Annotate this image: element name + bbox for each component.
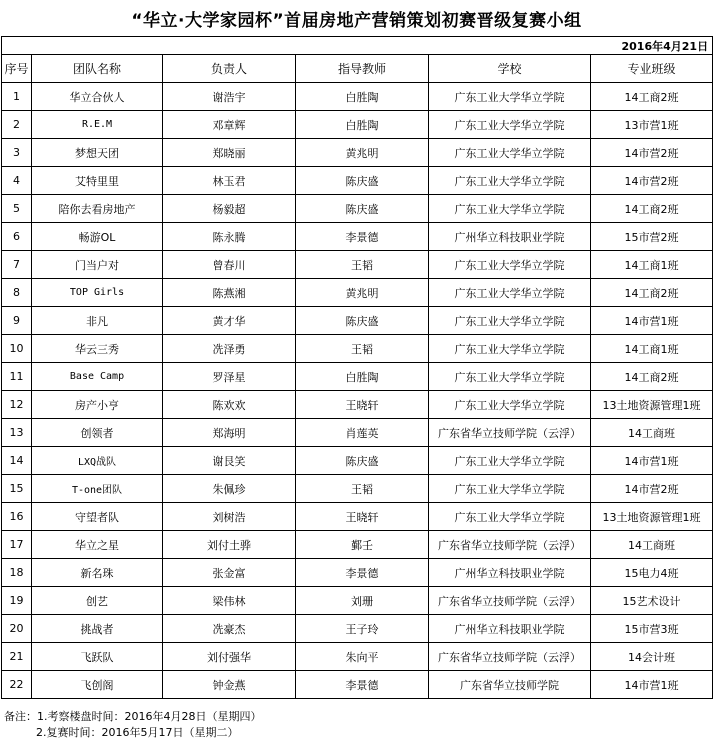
table-row [2, 587, 713, 615]
cell-team: 创艺 [32, 587, 163, 615]
table-row [2, 475, 713, 503]
cell-index: 4 [2, 167, 32, 195]
cell-class: 14工商2班 [591, 363, 713, 391]
cell-advisor: 刘珊 [296, 587, 429, 615]
cell-index: 13 [2, 419, 32, 447]
cell-leader: 刘树浩 [163, 503, 296, 531]
cell-team: 华立合伙人 [32, 83, 163, 111]
cell-advisor: 陈庆盛 [296, 447, 429, 475]
cell-team: 门当户对 [32, 251, 163, 279]
cell-school: 广东工业大学华立学院 [429, 83, 591, 111]
cell-team: 挑战者 [32, 615, 163, 643]
cell-team: 房产小亨 [32, 391, 163, 419]
table-row [2, 279, 713, 307]
table-row [2, 335, 713, 363]
table-row [2, 559, 713, 587]
cell-class: 14市营1班 [591, 307, 713, 335]
cell-index: 10 [2, 335, 32, 363]
cell-team: 梦想天团 [32, 139, 163, 167]
cell-leader: 张金富 [163, 559, 296, 587]
cell-school: 广东工业大学华立学院 [429, 279, 591, 307]
cell-team: 艾特里里 [32, 167, 163, 195]
cell-index: 16 [2, 503, 32, 531]
sheet-title: “华立·大学家园杯”首届房地产营销策划初赛晋级复赛小组 [131, 10, 582, 31]
cell-school: 广东工业大学华立学院 [429, 251, 591, 279]
cell-advisor: 鄞壬 [296, 531, 429, 559]
cell-class: 15市营3班 [591, 615, 713, 643]
cell-leader: 陈欢欢 [163, 391, 296, 419]
cell-advisor: 陈庆盛 [296, 195, 429, 223]
cell-leader: 林玉君 [163, 167, 296, 195]
cell-class: 14工商2班 [591, 195, 713, 223]
cell-leader: 曾春川 [163, 251, 296, 279]
header-team: 团队名称 [32, 55, 163, 83]
cell-school: 广东工业大学华立学院 [429, 307, 591, 335]
cell-team: TOP Girls [32, 279, 163, 307]
cell-class: 14会计班 [591, 643, 713, 671]
cell-index: 22 [2, 671, 32, 699]
cell-index: 9 [2, 307, 32, 335]
table-row [2, 83, 713, 111]
table-row [2, 139, 713, 167]
cell-class: 14工商2班 [591, 83, 713, 111]
cell-index: 17 [2, 531, 32, 559]
cell-advisor: 肖莲英 [296, 419, 429, 447]
cell-advisor: 李景德 [296, 223, 429, 251]
note-line-1: 备注：1.考察楼盘时间：2016年4月28日（星期四） [4, 710, 262, 723]
cell-school: 广东省华立技师学院（云浮） [429, 419, 591, 447]
cell-school: 广东工业大学华立学院 [429, 447, 591, 475]
cell-class: 14市营1班 [591, 447, 713, 475]
cell-team: LXQ战队 [32, 447, 163, 475]
table-row [2, 251, 713, 279]
cell-leader: 刘付土骅 [163, 531, 296, 559]
cell-index: 21 [2, 643, 32, 671]
table-row [2, 167, 713, 195]
cell-advisor: 朱向平 [296, 643, 429, 671]
cell-school: 广东工业大学华立学院 [429, 363, 591, 391]
sheet-date: 2016年4月21日 [2, 37, 713, 55]
cell-team: T-one团队 [32, 475, 163, 503]
cell-class: 14工商1班 [591, 251, 713, 279]
cell-advisor: 王韬 [296, 251, 429, 279]
cell-index: 1 [2, 83, 32, 111]
cell-team: 创领者 [32, 419, 163, 447]
cell-index: 7 [2, 251, 32, 279]
table-row [2, 391, 713, 419]
table-row [2, 223, 713, 251]
cell-team: 守望者队 [32, 503, 163, 531]
cell-leader: 陈永腾 [163, 223, 296, 251]
cell-index: 20 [2, 615, 32, 643]
header-advisor: 指导教师 [296, 55, 429, 83]
table-row [2, 307, 713, 335]
cell-class: 15艺术设计 [591, 587, 713, 615]
cell-index: 12 [2, 391, 32, 419]
cell-school: 广东省华立技师学院（云浮） [429, 531, 591, 559]
cell-advisor: 白胜陶 [296, 363, 429, 391]
cell-index: 8 [2, 279, 32, 307]
cell-advisor: 黄兆明 [296, 279, 429, 307]
cell-school: 广东省华立技师学院（云浮） [429, 643, 591, 671]
cell-advisor: 李景德 [296, 559, 429, 587]
cell-school: 广东工业大学华立学院 [429, 391, 591, 419]
cell-school: 广东工业大学华立学院 [429, 475, 591, 503]
cell-class: 14市营2班 [591, 139, 713, 167]
table-row [2, 615, 713, 643]
cell-advisor: 白胜陶 [296, 83, 429, 111]
cell-school: 广东工业大学华立学院 [429, 167, 591, 195]
note-line-2: 2.复赛时间：2016年5月17日（星期二） [36, 726, 239, 739]
cell-advisor: 王晓轩 [296, 503, 429, 531]
cell-advisor: 陈庆盛 [296, 307, 429, 335]
cell-leader: 郑海明 [163, 419, 296, 447]
cell-class: 13市营1班 [591, 111, 713, 139]
table-row [2, 531, 713, 559]
cell-class: 14市营2班 [591, 475, 713, 503]
cell-class: 13土地资源管理1班 [591, 503, 713, 531]
cell-school: 广东省华立技师学院（云浮） [429, 587, 591, 615]
cell-class: 14市营2班 [591, 167, 713, 195]
cell-school: 广东工业大学华立学院 [429, 111, 591, 139]
cell-team: 华立之星 [32, 531, 163, 559]
cell-leader: 邓章辉 [163, 111, 296, 139]
header-row [2, 55, 713, 83]
cell-school: 广州华立科技职业学院 [429, 615, 591, 643]
cell-index: 19 [2, 587, 32, 615]
cell-team: 非凡 [32, 307, 163, 335]
cell-class: 14工商2班 [591, 279, 713, 307]
cell-team: 陪你去看房地产 [32, 195, 163, 223]
cell-school: 广东工业大学华立学院 [429, 139, 591, 167]
table-row [2, 671, 713, 699]
cell-school: 广东工业大学华立学院 [429, 195, 591, 223]
cell-school: 广州华立科技职业学院 [429, 559, 591, 587]
cell-leader: 罗泽星 [163, 363, 296, 391]
cell-class: 14工商班 [591, 419, 713, 447]
cell-advisor: 王子玲 [296, 615, 429, 643]
teams-table [1, 36, 713, 699]
cell-team: 飞跃队 [32, 643, 163, 671]
header-index: 序号 [2, 55, 32, 83]
cell-team: 畅游OL [32, 223, 163, 251]
cell-advisor: 黄兆明 [296, 139, 429, 167]
cell-advisor: 王韬 [296, 335, 429, 363]
cell-index: 18 [2, 559, 32, 587]
cell-school: 广东工业大学华立学院 [429, 335, 591, 363]
cell-leader: 谢浩宇 [163, 83, 296, 111]
cell-school: 广东工业大学华立学院 [429, 503, 591, 531]
header-class: 专业班级 [591, 55, 713, 83]
cell-team: 飞创阁 [32, 671, 163, 699]
cell-index: 3 [2, 139, 32, 167]
header-school: 学校 [429, 55, 591, 83]
cell-advisor: 陈庆盛 [296, 167, 429, 195]
cell-team: Base Camp [32, 363, 163, 391]
cell-index: 6 [2, 223, 32, 251]
cell-school: 广东省华立技师学院 [429, 671, 591, 699]
cell-leader: 朱佩珍 [163, 475, 296, 503]
cell-class: 15电力4班 [591, 559, 713, 587]
cell-team: 新名珠 [32, 559, 163, 587]
cell-leader: 郑晓丽 [163, 139, 296, 167]
table-row [2, 195, 713, 223]
table-row [2, 419, 713, 447]
cell-index: 5 [2, 195, 32, 223]
cell-advisor: 李景德 [296, 671, 429, 699]
table-row [2, 643, 713, 671]
cell-leader: 刘付强华 [163, 643, 296, 671]
cell-index: 2 [2, 111, 32, 139]
cell-class: 14工商班 [591, 531, 713, 559]
cell-team: R.E.M [32, 111, 163, 139]
cell-leader: 陈燕湘 [163, 279, 296, 307]
table-row [2, 503, 713, 531]
notes [4, 709, 261, 741]
cell-class: 14工商1班 [591, 335, 713, 363]
cell-leader: 谢艮笑 [163, 447, 296, 475]
header-leader: 负责人 [163, 55, 296, 83]
cell-index: 15 [2, 475, 32, 503]
cell-class: 13土地资源管理1班 [591, 391, 713, 419]
date-row [2, 37, 713, 55]
cell-class: 15市营2班 [591, 223, 713, 251]
cell-team: 华云三秀 [32, 335, 163, 363]
cell-school: 广州华立科技职业学院 [429, 223, 591, 251]
table-row [2, 111, 713, 139]
cell-class: 14市营1班 [591, 671, 713, 699]
cell-advisor: 王晓轩 [296, 391, 429, 419]
cell-index: 14 [2, 447, 32, 475]
cell-index: 11 [2, 363, 32, 391]
cell-leader: 钟金燕 [163, 671, 296, 699]
cell-leader: 冼豪杰 [163, 615, 296, 643]
table-row [2, 363, 713, 391]
table-row [2, 447, 713, 475]
cell-leader: 杨毅超 [163, 195, 296, 223]
cell-advisor: 白胜陶 [296, 111, 429, 139]
cell-leader: 黄才华 [163, 307, 296, 335]
cell-leader: 冼泽勇 [163, 335, 296, 363]
cell-advisor: 王韬 [296, 475, 429, 503]
cell-leader: 梁伟林 [163, 587, 296, 615]
